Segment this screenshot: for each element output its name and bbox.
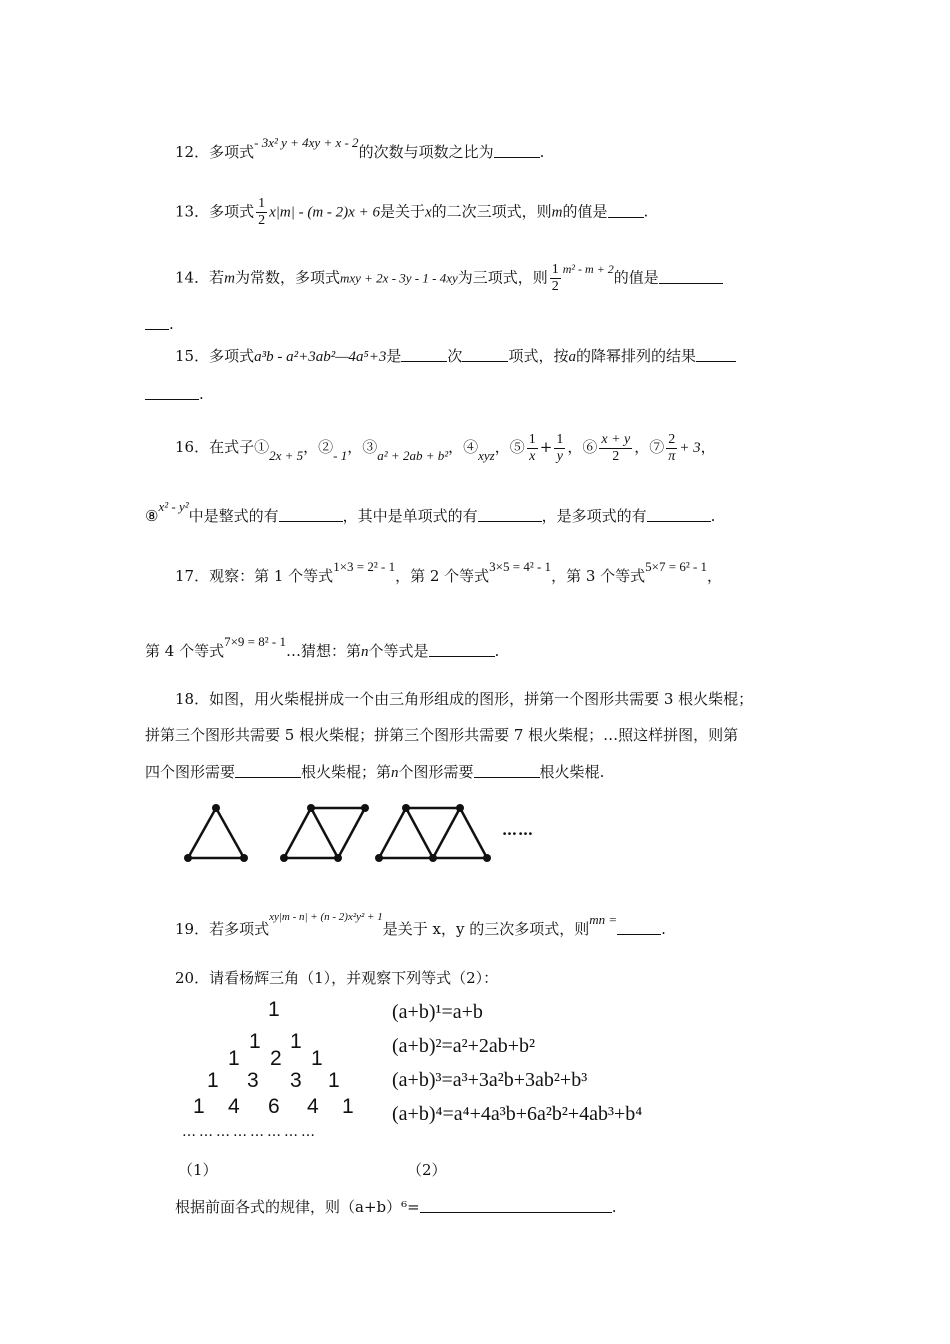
text: ，是多项式的有 [541, 507, 647, 525]
text: 次 [447, 347, 463, 365]
numerator: 1 [528, 431, 536, 447]
text: …猜想：第 [285, 642, 361, 660]
question-18-line-3 [145, 762, 604, 783]
text: ，④ [448, 438, 479, 456]
pascal-number: 4 [307, 1095, 319, 1118]
matchstick [188, 808, 216, 858]
question-16-continuation [145, 499, 716, 527]
answer-blank[interactable] [478, 507, 542, 522]
question-18 [175, 689, 753, 709]
numerator: x + y [601, 431, 631, 447]
pascal-number: 6 [268, 1095, 280, 1118]
text: 的二次三项式，则 [431, 202, 552, 221]
text: . [643, 202, 649, 221]
equation-3: (a+b)³=a³+3a²b+3ab²+b³ [392, 1069, 588, 1091]
fraction [666, 432, 677, 465]
text: . [710, 507, 716, 525]
matchstick [311, 808, 338, 858]
text: ，⑤ [494, 438, 525, 456]
question-number: 20． [175, 969, 210, 987]
text: . [661, 920, 666, 938]
text: 多项式 [209, 202, 255, 221]
pascal-number: 1 [193, 1095, 205, 1118]
joint [429, 854, 437, 862]
text: 个等式是 [368, 642, 429, 660]
denominator: 2 [258, 213, 266, 228]
answer-blank[interactable] [429, 642, 495, 657]
text: + [539, 438, 553, 456]
pascal-number: 1 [342, 1095, 354, 1118]
fraction [599, 432, 632, 465]
joint [280, 854, 288, 862]
question-13 [175, 196, 648, 229]
question-20-final [175, 1197, 616, 1217]
pascal-number: 1 [249, 1030, 261, 1053]
answer-blank[interactable] [647, 507, 711, 522]
question-number: 13． [175, 202, 210, 221]
matchstick [284, 808, 311, 858]
joint [334, 854, 342, 862]
text: ， [700, 438, 716, 456]
text: 中是整式的有 [188, 507, 279, 525]
equation-4: (a+b)⁴=a⁴+4a³b+6a²b²+4ab³+b⁴ [392, 1103, 643, 1125]
figure-3 [379, 808, 487, 858]
variable: x [424, 204, 432, 221]
question-20 [175, 968, 498, 988]
math-expression: xyz [478, 448, 495, 463]
text: ，② [303, 438, 334, 456]
pascal-number: 3 [290, 1069, 302, 1092]
numerator: 2 [668, 431, 676, 447]
text: 根据前面各式的规律，则（a+b）⁶= [175, 1198, 420, 1216]
question-12 [175, 135, 545, 163]
matchstick-figure [180, 800, 520, 870]
text: ，⑥ [567, 438, 598, 456]
math-expression: m² - m + 2 [562, 261, 614, 276]
variable: n [361, 644, 369, 660]
figure-ellipsis: …… [502, 821, 534, 839]
text: 的降幂排列的结果 [575, 347, 696, 365]
matchstick [460, 808, 487, 858]
figure-1 [188, 808, 244, 858]
text: 若多项式 [209, 920, 270, 938]
math-expression: x|m| - (m - 2)x + 6 [269, 204, 380, 221]
math-expression: - 1 [333, 448, 348, 463]
answer-blank[interactable] [474, 763, 540, 778]
text: . [599, 763, 605, 781]
question-15-continuation [145, 384, 204, 404]
pascal-number: 1 [268, 998, 280, 1021]
math-expression: 3×5 = 4² - 1 [489, 559, 552, 574]
question-17-continuation [145, 634, 500, 662]
question-number: 16． [175, 438, 210, 456]
pascal-number: 1 [328, 1069, 340, 1092]
text: 是关于 [379, 202, 425, 221]
text: 如图，用火柴棍拼成一个由三角形组成的图形，拼第一个图形共需要 3 根火柴棍； [209, 690, 754, 708]
pascal-number: 1 [290, 1030, 302, 1053]
math-expression: a² + 2ab + b² [377, 448, 449, 463]
question-number: 18． [175, 690, 210, 708]
text: . [169, 315, 174, 333]
pascal-number: 1 [207, 1069, 219, 1092]
answer-blank[interactable] [401, 347, 447, 362]
joint [456, 804, 464, 812]
question-number: 14． [175, 268, 210, 287]
math-expression: 5×7 = 6² - 1 [645, 559, 708, 574]
text: ，③ [347, 438, 378, 456]
fraction [527, 432, 538, 465]
answer-blank[interactable] [494, 143, 540, 158]
question-16 [175, 430, 716, 465]
joint [375, 854, 383, 862]
text: ⑧ [145, 507, 159, 525]
fraction [554, 432, 565, 465]
math-expression: - 3x² y + 4xy + x - 2 [254, 135, 359, 150]
answer-blank[interactable] [659, 269, 723, 284]
pascal-number: 2 [270, 1047, 282, 1070]
text: 第 4 个等式 [145, 642, 225, 660]
math-expression: a³b - a²+3ab²—4a⁵+3 [254, 349, 387, 365]
equation-1: (a+b)¹=a+b [392, 1001, 483, 1023]
variable: n [391, 765, 399, 781]
text: 多项式 [209, 143, 255, 161]
answer-blank[interactable] [235, 763, 301, 778]
text: ，其中是单项式的有 [342, 507, 478, 525]
answer-blank[interactable] [608, 203, 644, 218]
text: 根火柴棍；第 [301, 763, 392, 781]
text: 的值是 [613, 268, 659, 287]
answer-blank[interactable] [145, 315, 169, 330]
variable: m [224, 270, 235, 287]
question-number: 17． [175, 567, 210, 585]
text: 拼第三个图形共需要 5 根火柴棍；拼第三个图形共需要 7 根火柴棍；…照这样拼图，则第 [145, 726, 739, 744]
math-expression: mn = [589, 912, 618, 927]
figure-1-joints [184, 804, 248, 862]
text: 是关于 x，y 的三次多项式，则 [382, 920, 590, 938]
matchstick [406, 808, 433, 858]
text: 为三项式，则 [457, 268, 548, 287]
text: ，⑦ [634, 438, 665, 456]
joint [402, 804, 410, 812]
pascal-number: 4 [228, 1095, 240, 1118]
text: 个图形需要 [398, 763, 474, 781]
variable: a [568, 349, 576, 365]
answer-blank[interactable] [279, 507, 343, 522]
pascal-number: 1 [228, 1047, 240, 1070]
answer-blank[interactable] [420, 1198, 612, 1213]
fraction [256, 196, 267, 229]
text: 是 [386, 347, 402, 365]
matchstick [338, 808, 365, 858]
question-number: 19． [175, 920, 210, 938]
text: 的值是 [562, 202, 608, 221]
denominator: 2 [612, 448, 620, 464]
text: . [494, 642, 500, 660]
joint [361, 804, 369, 812]
question-14 [175, 262, 723, 295]
pascal-dots: …………………… [182, 1124, 318, 1140]
question-18-line-2 [145, 725, 738, 745]
figure-2 [284, 808, 365, 858]
numerator: 1 [556, 431, 564, 447]
matchstick [433, 808, 460, 858]
joint [212, 804, 220, 812]
text: . [539, 143, 545, 161]
denominator: π [668, 448, 676, 464]
joint [240, 854, 248, 862]
numerator: 1 [258, 196, 266, 211]
answer-blank[interactable] [696, 347, 736, 362]
text: . [611, 1198, 617, 1216]
text: 观察：第 1 个等式 [209, 567, 334, 585]
figure-label-2: （2） [407, 1161, 447, 1179]
text: 项式，按 [508, 347, 569, 365]
denominator: y [556, 448, 563, 464]
equation-2: (a+b)²=a²+2ab+b² [392, 1035, 536, 1057]
joint [483, 854, 491, 862]
question-19 [175, 911, 666, 941]
fraction [550, 262, 561, 295]
question-14-continuation [145, 314, 174, 334]
math-expression: mxy + 2x - 3y - 1 - 4xy [339, 270, 458, 286]
math-expression: + 3 [679, 440, 701, 456]
text: . [199, 385, 204, 403]
answer-blank[interactable] [145, 385, 199, 400]
text: 四个图形需要 [145, 763, 236, 781]
text: 为常数，多项式 [234, 268, 340, 287]
math-expression: 1×3 = 2² - 1 [333, 559, 396, 574]
numerator: 1 [551, 262, 559, 277]
text: 若 [209, 268, 225, 287]
question-15 [175, 346, 736, 367]
text: ，第 2 个等式 [395, 567, 490, 585]
variable: m [551, 204, 563, 221]
text: 在式子① [209, 438, 270, 456]
text: 请看杨辉三角（1），并观察下列等式（2）： [209, 969, 499, 987]
question-17 [175, 559, 723, 587]
matchstick [216, 808, 244, 858]
text: ， [707, 567, 723, 585]
text: ，第 3 个等式 [551, 567, 646, 585]
denominator: 2 [551, 279, 559, 294]
joint [307, 804, 315, 812]
math-expression: 2x + 5 [269, 448, 304, 463]
pascal-number: 3 [247, 1069, 259, 1092]
answer-blank[interactable] [617, 920, 661, 935]
answer-blank[interactable] [462, 347, 508, 362]
figure-label-1: （1） [178, 1161, 218, 1179]
text: 的次数与项数之比为 [358, 143, 494, 161]
question-number: 15． [175, 347, 210, 365]
joint [184, 854, 192, 862]
math-expression: x² - y² [158, 499, 189, 514]
math-expression: 7×9 = 8² - 1 [224, 634, 286, 649]
matchstick [379, 808, 406, 858]
question-number: 12． [175, 143, 210, 161]
pascal-number: 1 [311, 1047, 323, 1070]
text: 多项式 [209, 347, 255, 365]
math-expression: xy|m - n| + (n - 2)x²y² + 1 [269, 911, 383, 923]
denominator: x [529, 448, 536, 464]
text: 根火柴棍 [539, 763, 600, 781]
